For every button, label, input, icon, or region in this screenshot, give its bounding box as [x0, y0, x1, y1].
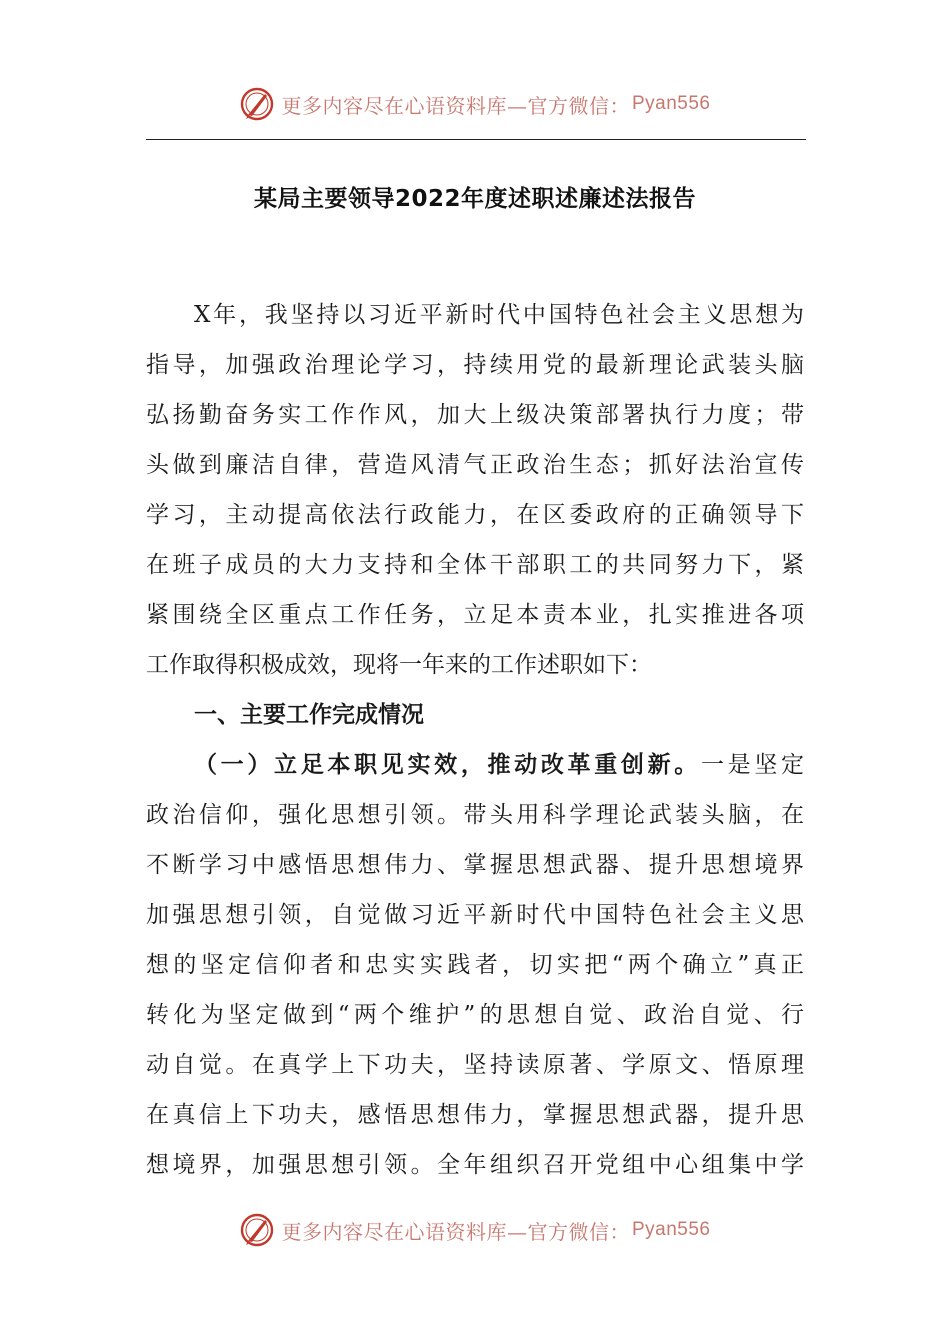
paragraph-line: 想的坚定信仰者和忠实实践者，切实把“两个确立”真正	[146, 952, 804, 978]
document-title: 某局主要领导2022年度述职述廉述法报告	[253, 186, 696, 212]
watermark-text: 更多内容尽在心语资料库—官方微信：	[281, 1219, 630, 1244]
paragraph-line: 加强思想引领，自觉做习近平新时代中国特色社会主义思	[146, 902, 804, 928]
paragraph-line: 不断学习中感悟思想伟力、掌握思想武器、提升思想境界	[146, 852, 804, 878]
paragraph-line: 学习，主动提高依法行政能力，在区委政府的正确领导下	[146, 502, 804, 528]
paragraph-line: 政治信仰，强化思想引领。带头用科学理论武装头脑，在	[146, 802, 804, 828]
paragraph-line: 工作取得积极成效，现将一年来的工作述职如下：	[146, 652, 652, 678]
paragraph-line: 弘扬勤奋务实工作作风，加大上级决策部署执行力度；带	[146, 402, 804, 428]
paragraph-line: 在真信上下功夫，感悟思想伟力，掌握思想武器，提升思	[146, 1102, 804, 1128]
subsection-first-line	[146, 740, 804, 790]
watermark-banner-bottom	[0, 1210, 950, 1250]
subsection-lead: 一是坚定	[700, 752, 804, 778]
subsection-heading: （一）立足本职见实效，推动改革重创新。	[194, 752, 701, 778]
paragraph-line: 紧围绕全区重点工作任务，立足本责本业，扎实推进各项	[146, 602, 804, 628]
header-divider	[146, 139, 806, 140]
paragraph-line: 想境界，加强思想引领。全年组织召开党组中心组集中学	[146, 1152, 804, 1178]
watermark-banner-top	[0, 84, 950, 124]
paragraph-line: 动自觉。在真学上下功夫，坚持读原著、学原文、悟原理	[146, 1052, 804, 1078]
section-heading: 一、主要工作完成情况	[194, 702, 424, 728]
quill-logo-icon	[239, 1212, 275, 1248]
paragraph-line: 指导，加强政治理论学习，持续用党的最新理论武装头脑	[146, 352, 804, 378]
paragraph-line: 头做到廉洁自律，营造风清气正政治生态；抓好法治宣传	[146, 452, 804, 478]
paragraph-line: 转化为坚定做到“两个维护”的思想自觉、政治自觉、行	[146, 1002, 804, 1028]
document-body	[146, 290, 804, 1190]
quill-logo-icon	[239, 86, 275, 122]
paragraph-line: X年，我坚持以习近平新时代中国特色社会主义思想为	[194, 302, 804, 328]
paragraph-line: 在班子成员的大力支持和全体干部职工的共同努力下，紧	[146, 552, 804, 578]
watermark-wechat-id: Pyan556	[631, 93, 711, 114]
watermark-wechat-id: Pyan556	[631, 1219, 711, 1240]
watermark-text: 更多内容尽在心语资料库—官方微信：	[281, 93, 630, 118]
